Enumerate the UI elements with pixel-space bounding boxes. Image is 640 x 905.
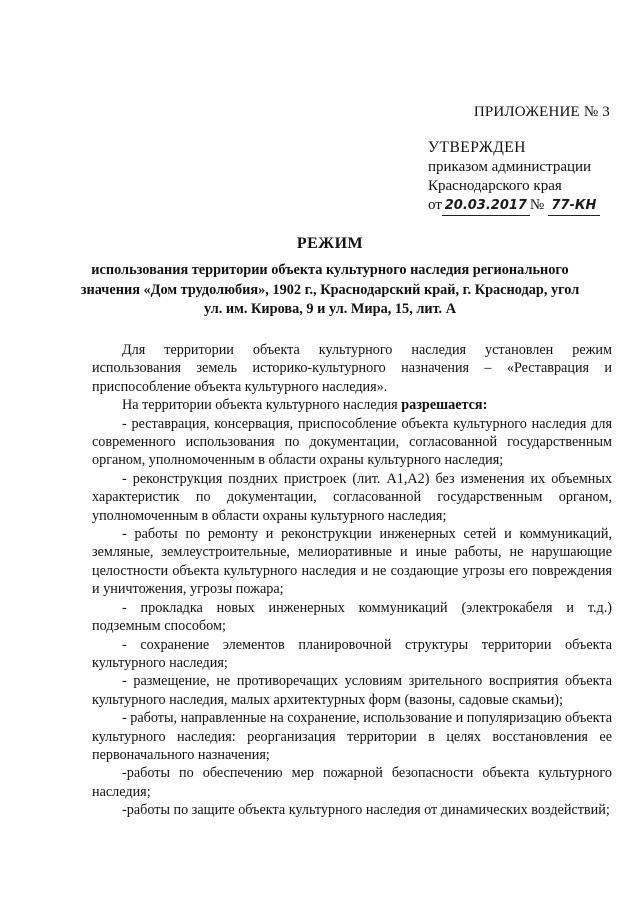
document-title: РЕЖИМ: [296, 235, 364, 252]
list-item: - реставрация, консервация, приспособление объекта культурного наследия для современного использования по документации, согласованной государственным органом, уполномоченным в области охраны культурного наследия;: [92, 415, 612, 469]
number-prefix: №: [529, 197, 545, 213]
document-subtitle: использования территории объекта культурного наследия регионального значения «Дом трудолюбия», 1902 г., Краснодарский край, г. Краснодар, угол ул. им. Кирова, 9 и ул. Мира, 15, лит. А: [80, 262, 580, 317]
allowed-emphasis: разрешается:: [401, 397, 488, 414]
list-item: -работы по защите объекта культурного наследия от динамических воздействий;: [122, 802, 610, 819]
allowed-lead: На территории объекта культурного наследия: [122, 397, 398, 414]
approval-line-2: Краснодарского края: [428, 178, 562, 194]
allowed-heading: [92, 396, 612, 414]
handwritten-number: 77-КН: [548, 196, 600, 216]
approval-title: УТВЕРЖДЕН: [428, 139, 526, 156]
document-body: [92, 341, 612, 820]
list-item: - сохранение элементов планировочной структуры территории объекта культурного наследия;: [92, 636, 612, 671]
date-prefix: от: [428, 197, 442, 213]
list-item: - размещение, не противоречащих условиям зрительного восприятия объекта культурного наследия, малых архитектурных форм (вазоны, садовые скамьи);: [92, 673, 612, 708]
list-item: - прокладка новых инженерных коммуникаций (электрокабеля и т.д.) подземным способом;: [92, 599, 612, 635]
list-item: - работы по ремонту и реконструкции инженерных сетей и коммуникаций, земляные, землеустроительные, мелиоративные и иные работы, не нарушающие целостности объекта культурного наследия и не создающие угрозы его повреждения и уничтожения, угрозы пожара;: [92, 526, 612, 598]
approval-line-1: приказом администрации: [428, 159, 592, 175]
list-item: -работы по обеспечению мер пожарной безопасности объекта культурного наследия;: [92, 765, 612, 800]
list-item: - работы, направленные на сохранение, использование и популяризацию объекта культурного наследия: реорганизация территории в целях восстановления ее первоначального назначения;: [92, 710, 612, 763]
handwritten-date: 20.03.2017: [442, 196, 530, 216]
approval-block: [428, 138, 618, 216]
title-block: [70, 235, 590, 320]
list-item: - реконструкция поздних пристроек (лит. А1,А2) без изменения их объемных характеристик по документации, согласованной государственным органом, уполномоченным в области охраны культурного наследия;: [92, 470, 612, 524]
intro-paragraph: Для территории объекта культурного наследия установлен режим использования земель историко-культурного назначения – «Реставрация и приспособление объекта культурного наследия».: [92, 342, 612, 395]
approval-date-line: [428, 196, 618, 216]
appendix-label: ПРИЛОЖЕНИЕ № 3: [473, 104, 610, 120]
